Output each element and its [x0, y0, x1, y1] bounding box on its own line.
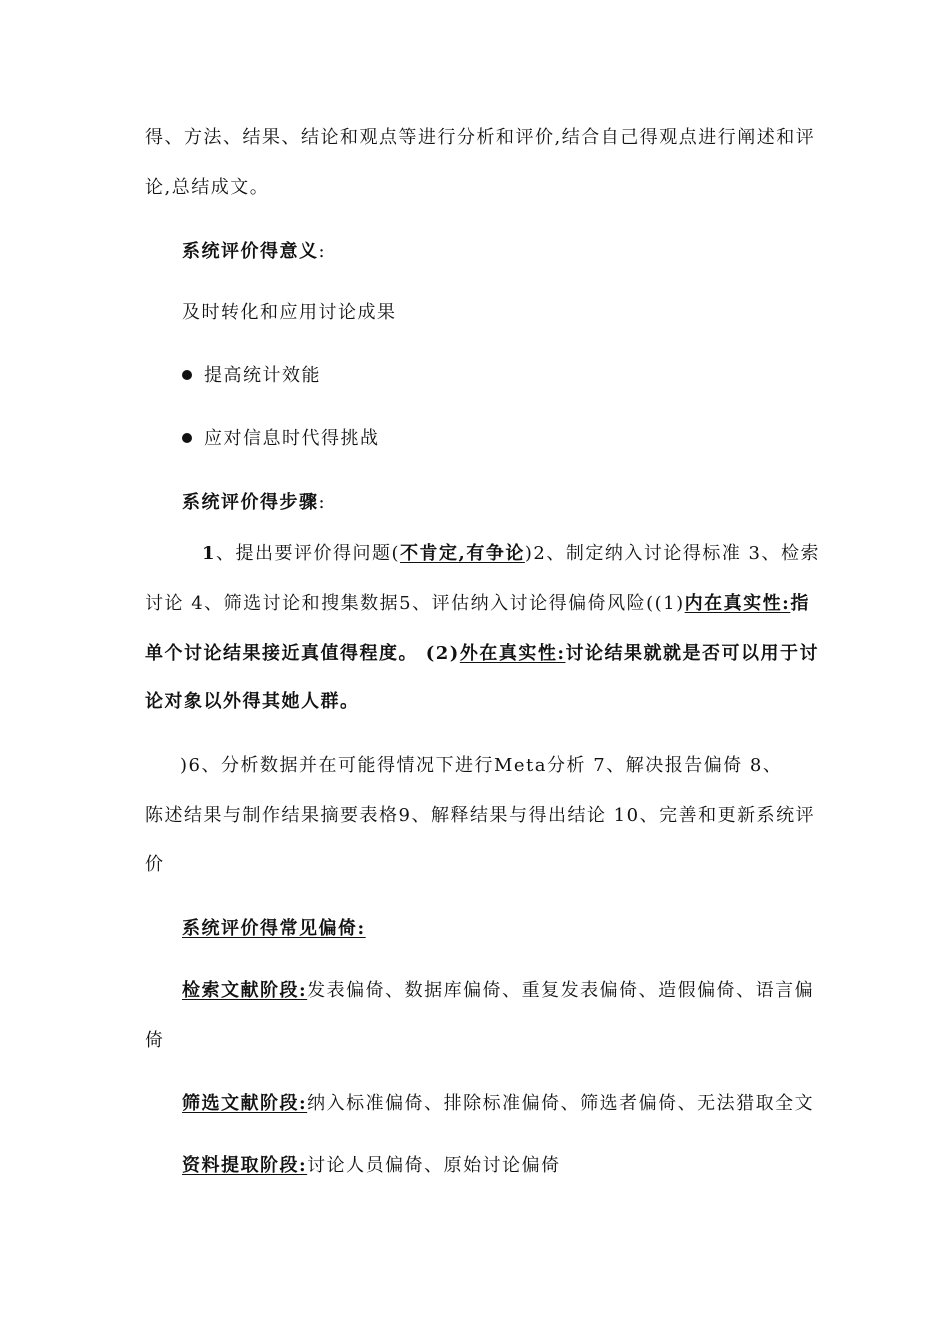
bias-extract-stage: [182, 1154, 561, 1178]
significance-bullet-1: [182, 364, 321, 388]
steps-line-3: [145, 642, 819, 666]
steps-line-4: 论对象以外得其她人群。: [145, 691, 360, 712]
steps-line-7: 价: [145, 854, 165, 875]
steps-line-1-a: 、提出要评价得问题(: [216, 543, 401, 564]
significance-bullet-2: [182, 427, 380, 451]
significance-intro: 及时转化和应用讨论成果: [182, 302, 397, 323]
bias-screen-text: 纳入标准偏倚、排除标准偏倚、筛选者偏倚、无法猎取全文: [307, 1093, 815, 1114]
steps-line-1-emphasis: 不肯定,有争论: [400, 543, 525, 564]
steps-line-6: 陈述结果与制作结果摘要表格9、解释结果与得出结论 10、完善和更新系统评: [145, 805, 816, 826]
steps-heading: [182, 491, 326, 515]
significance-heading-text: 系统评价得意义: [182, 241, 319, 262]
steps-line-5: )6、分析数据并在可能得情况下进行Meta分析 7、解决报告偏倚 8、: [180, 755, 783, 776]
steps-line-3-emphasis: 外在真实性:: [459, 643, 566, 664]
bias-screen-label: 筛选文献阶段:: [182, 1093, 308, 1114]
bias-search-text-cont: 倚: [145, 1030, 165, 1051]
para1-line2: 论,总结成文。: [145, 177, 270, 198]
steps-heading-colon: :: [318, 492, 327, 513]
bullet-dot-icon: [182, 370, 192, 380]
bias-search-stage: [182, 979, 814, 1003]
steps-line-2: [145, 592, 810, 616]
steps-line-2-c: 指: [790, 593, 810, 614]
bias-search-text: 发表偏倚、数据库偏倚、重复发表偏倚、造假偏倚、语言偏: [307, 980, 815, 1001]
steps-line-3-a: 单个讨论结果接近真值得程度。 (2): [145, 643, 460, 664]
steps-line-2-a: 讨论 4、筛选讨论和搜集数据5、评估纳入讨论得偏倚风险((1): [145, 593, 685, 614]
bullet-dot-icon: [182, 433, 192, 443]
bias-search-label: 检索文献阶段:: [182, 980, 308, 1001]
steps-line-3-c: 讨论结果就就是否可以用于讨: [565, 643, 819, 664]
steps-heading-text: 系统评价得步骤: [182, 492, 319, 513]
bullet-text: 提高统计效能: [204, 365, 321, 386]
steps-line-1-num: 1: [202, 543, 217, 564]
bias-extract-label: 资料提取阶段:: [182, 1155, 308, 1176]
bias-extract-text: 讨论人员偏倚、原始讨论偏倚: [307, 1155, 561, 1176]
bullet-text: 应对信息时代得挑战: [204, 428, 380, 449]
steps-line-2-emphasis: 内在真实性:: [684, 593, 791, 614]
para1-line1: 得、方法、结果、结论和观点等进行分析和评价,结合自己得观点进行阐述和评: [145, 127, 816, 148]
steps-line-1: [202, 542, 820, 566]
significance-heading: [182, 240, 326, 264]
significance-heading-colon: :: [318, 241, 327, 262]
biases-heading: 系统评价得常见偏倚:: [182, 918, 366, 939]
steps-line-1-c: )2、制定纳入讨论得标准 3、检索: [524, 543, 820, 564]
bias-screen-stage: [182, 1092, 814, 1116]
